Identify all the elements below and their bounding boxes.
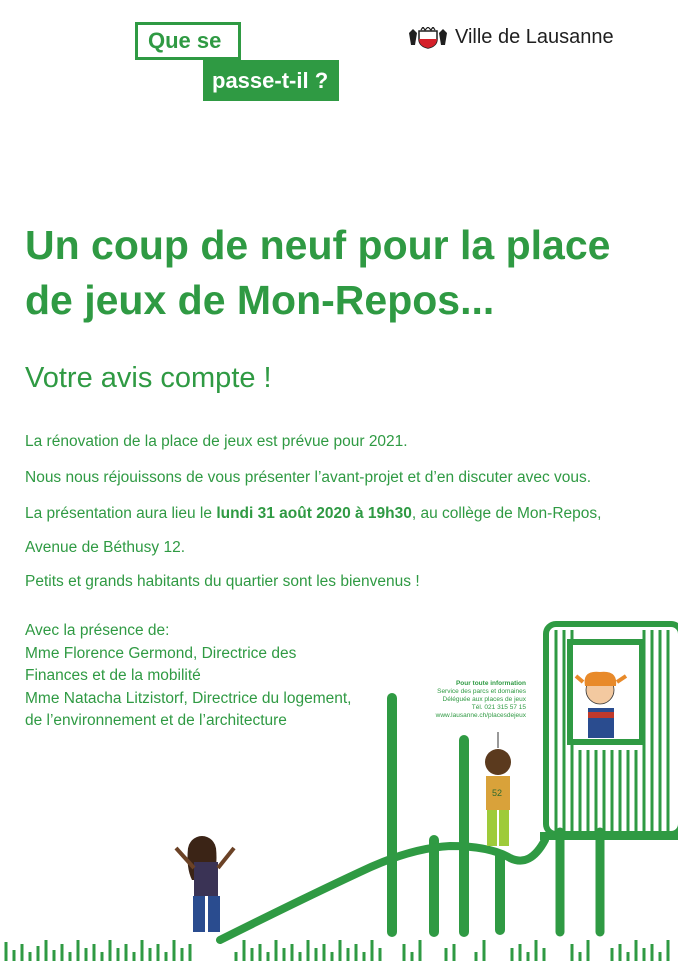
contact-delegate: Déléguée aux places de jeux bbox=[442, 696, 526, 703]
logo-passe-t-il: passe-t-il ? bbox=[203, 60, 339, 101]
paragraph-invitation: Nous nous réjouissons de vous présenter l’avant-projet et d’en discuter avec vous. bbox=[25, 469, 592, 486]
child-drawing-ground bbox=[176, 836, 234, 932]
grass bbox=[6, 940, 668, 961]
contact-phone: Tél. 021 315 57 15 bbox=[471, 704, 526, 711]
lausanne-coat-of-arms-icon bbox=[405, 27, 451, 49]
paragraph-welcome: Petits et grands habitants du quartier sont les bienvenus ! bbox=[25, 573, 420, 590]
paragraph-renovation: La rénovation de la place de jeux est prévue pour 2021. bbox=[25, 433, 408, 450]
date-suffix: , au collège de Mon-Repos, bbox=[411, 505, 602, 522]
contact-website: www.lausanne.ch/placesdejeux bbox=[435, 712, 526, 719]
presence-person-2: Mme Natacha Litzistorf, Directrice du logement, de l’environnement et de l’architecture bbox=[25, 689, 352, 729]
presence-intro: Avec la présence de: bbox=[25, 622, 170, 639]
svg-text:52: 52 bbox=[492, 788, 503, 798]
logo-que-se: Que se bbox=[135, 22, 241, 60]
page-subtitle: Votre avis compte ! bbox=[25, 362, 272, 394]
paragraph-date bbox=[25, 505, 601, 523]
event-date: lundi 31 août 2020 à 19h30 bbox=[216, 505, 412, 522]
tower-legs bbox=[560, 832, 600, 932]
contact-heading: Pour toute information bbox=[455, 680, 526, 687]
page-title: Un coup de neuf pour la place de jeux de Mon-Repos... bbox=[25, 222, 611, 323]
playground-illustration bbox=[0, 600, 678, 961]
presence-person-1: Mme Florence Germond, Directrice des Finances et de la mobilité bbox=[25, 644, 297, 684]
paragraph-address: Avenue de Béthusy 12. bbox=[25, 539, 186, 556]
child-drawing-slide bbox=[485, 732, 511, 846]
date-prefix: La présentation aura lieu le bbox=[25, 505, 217, 522]
city-name: Ville de Lausanne bbox=[455, 26, 614, 48]
contact-service: Service des parcs et domaines bbox=[437, 688, 526, 695]
city-header bbox=[405, 23, 614, 51]
